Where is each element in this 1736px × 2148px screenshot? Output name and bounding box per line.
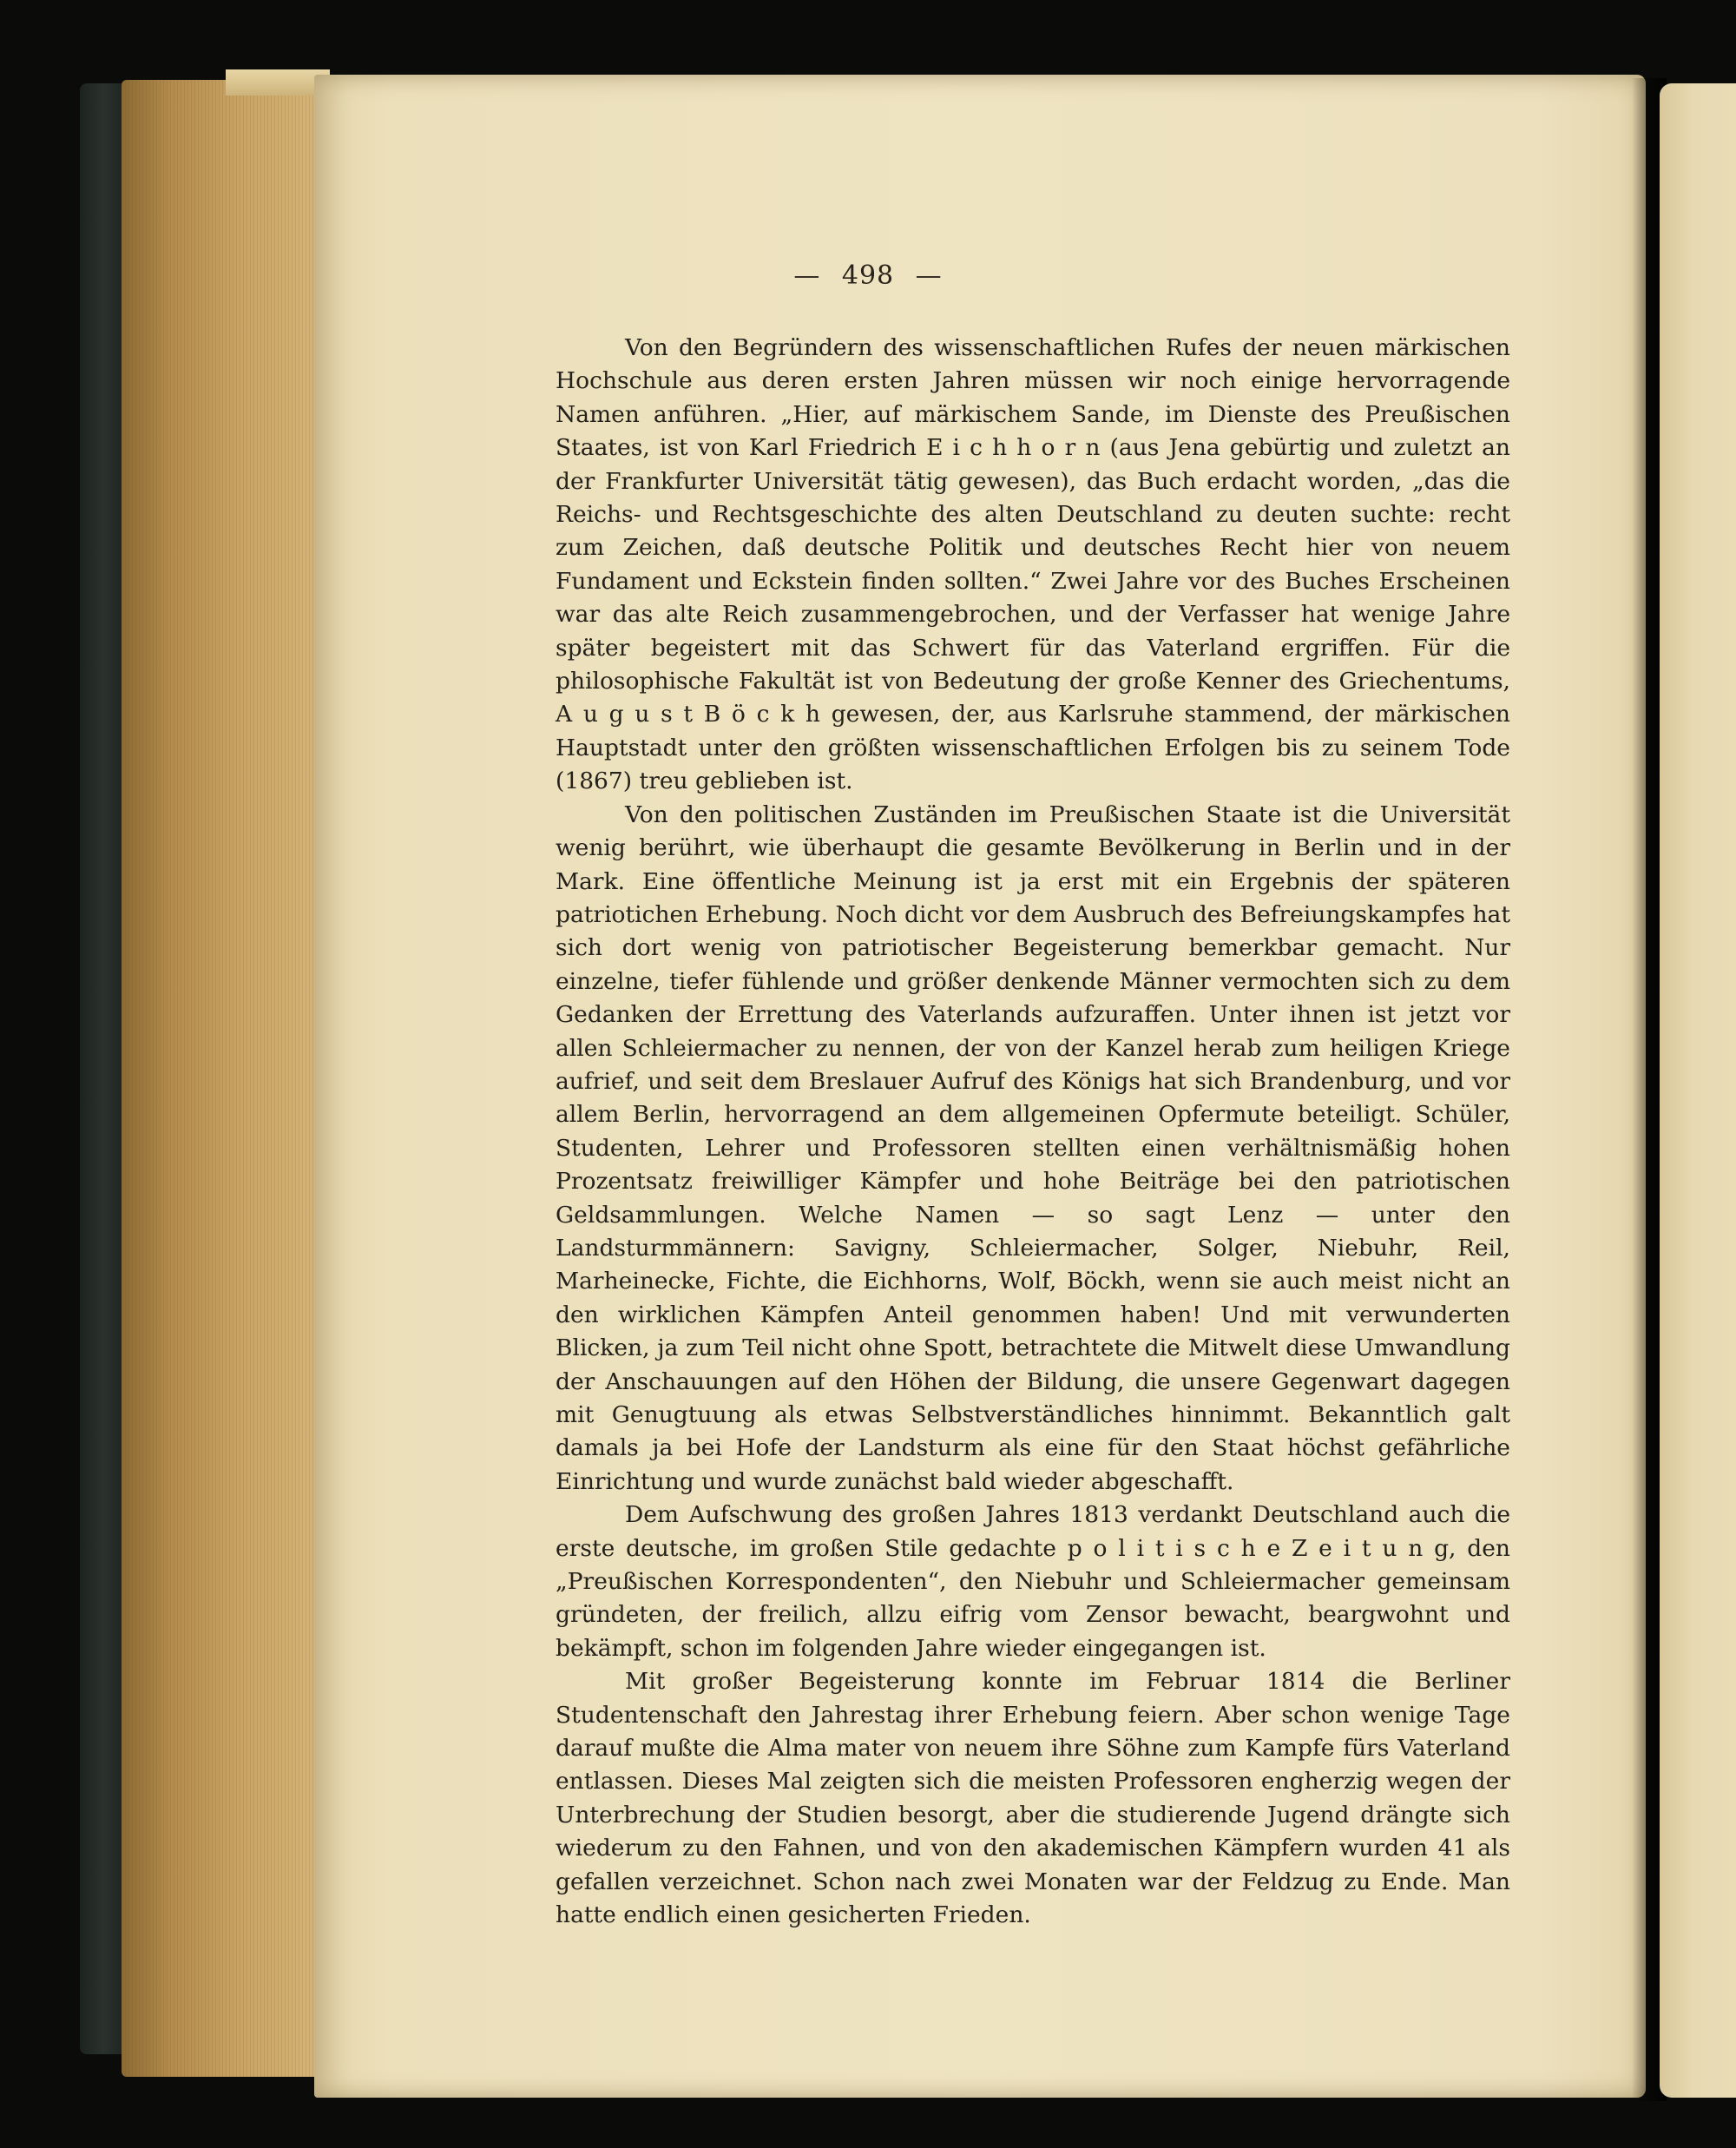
header-dash-left: — [793, 260, 821, 291]
body-text [556, 332, 1510, 1933]
page-header [0, 260, 1736, 313]
facing-page-edge [1660, 83, 1736, 2098]
page-number: 498 [841, 260, 895, 291]
paragraph-2: Von den politischen Zuständen im Preußischen Staate ist die Universität wenig berührt, wie überhaupt die gesamte Bevölkerung in Berlin und in der Mark. Eine öffentliche Meinung ist ja erst mit ein Ergebnis der späteren patriotichen Erhebung. Noch dicht vor dem Ausbruch des Befreiungskampfes hat sich dort wenig von patriotischer Begeisterung bemerkbar gemacht. Nur einzelne, tiefer fühlende und größer denkende Männer vermochten sich zu dem Gedanken der Errettung des Vaterlands aufzuraffen. Unter ihnen ist jetzt vor allen Schleiermacher zu nennen, der von der Kanzel herab zum heiligen Kriege aufrief, und seit dem Breslauer Aufruf des Königs hat sich Brandenburg, und vor allem Berlin, hervorragend an dem allgemeinen Opfermute beteiligt. Schüler, Studenten, Lehrer und Professoren stellten einen verhältnismäßig hohen Prozentsatz freiwilliger Kämpfer und hohe Beiträge bei den patriotischen Geldsammlungen. Welche Namen — so sagt Lenz — unter den Landsturmmännern: Savigny, Schleiermacher, Solger, Niebuhr, Reil, Marheinecke, Fichte, die Eichhorns, Wolf, Böckh, wenn sie auch meist nicht an den wirklichen Kämpfen Anteil genommen haben! Und mit verwunderten Blicken, ja zum Teil nicht ohne Spott, betrachtete die Mitwelt diese Umwandlung der Anschauungen auf den Höhen der Bildung, die unsere Gegenwart dagegen mit Genugtuung als etwas Selbstverständliches hinnimmt. Bekanntlich galt damals ja bei Hofe der Landsturm als eine für den Staat höchst gefährliche Einrichtung und wurde zunächst bald wieder abgeschafft. [556, 801, 1510, 1495]
paragraph-1: Von den Begründern des wissenschaftlichen Rufes der neuen märkischen Hochschule aus deren ersten Jahren müssen wir noch einige hervorragende Namen anführen. „Hier, auf märkischem Sande, im Dienste des Preußischen Staates, ist von Karl Friedrich E i c h h o r n (aus Jena gebürtig und zuletzt an der Frankfurter Universität tätig gewesen), das Buch erdacht worden, „das die Reichs- und Rechtsgeschichte des alten Deutschland zu deuten suchte: recht zum Zeichen, daß deutsche Politik und deutsches Recht hier von neuem Fundament und Eckstein finden sollten.“ Zwei Jahre vor des Buches Erscheinen war das alte Reich zusammengebrochen, und der Verfasser hat wenige Jahre später begeistert mit das Schwert für das Vaterland ergriffen. Für die philosophische Fakultät ist von Bedeutung der große Kenner des Griechentums, A u g u s t B ö c k h gewesen, der, aus Karlsruhe stammend, der märkischen Hauptstadt unter den größten wissenschaftlichen Erfolgen bis zu seinem Tode (1867) treu geblieben ist. [556, 334, 1510, 795]
paragraph-3: Dem Aufschwung des großen Jahres 1813 verdankt Deutschland auch die erste deutsche, im großen Stile gedachte p o l i t i s c h e Z e i t u n g, den „Preußischen Korrespondenten“, den Niebuhr und Schleiermacher gemeinsam gründeten, der freilich, allzu eifrig vom Zensor bewacht, beargwohnt und bekämpft, schon im folgenden Jahre wieder eingegangen ist. [556, 1501, 1510, 1662]
header-dash-right: — [915, 260, 943, 291]
paragraph-4: Mit großer Begeisterung konnte im Februar 1814 die Berliner Studentenschaft den Jahrestag ihrer Erhebung feiern. Aber schon wenige Tage darauf mußte die Alma mater von neuem ihre Söhne zum Kampfe fürs Vaterland entlassen. Dieses Mal zeigten sich die meisten Professoren engherzig wegen der Unterbrechung der Studien besorgt, aber die studierende Jugend drängte sich wiederum zu den Fahnen, und von den akademischen Kämpfern wurden 41 als gefallen verzeichnet. Schon nach zwei Monaten war der Feldzug zu Ende. Man hatte endlich einen gesicherten Frieden. [556, 1668, 1510, 1929]
page-stack-fore-edge [122, 80, 323, 2077]
